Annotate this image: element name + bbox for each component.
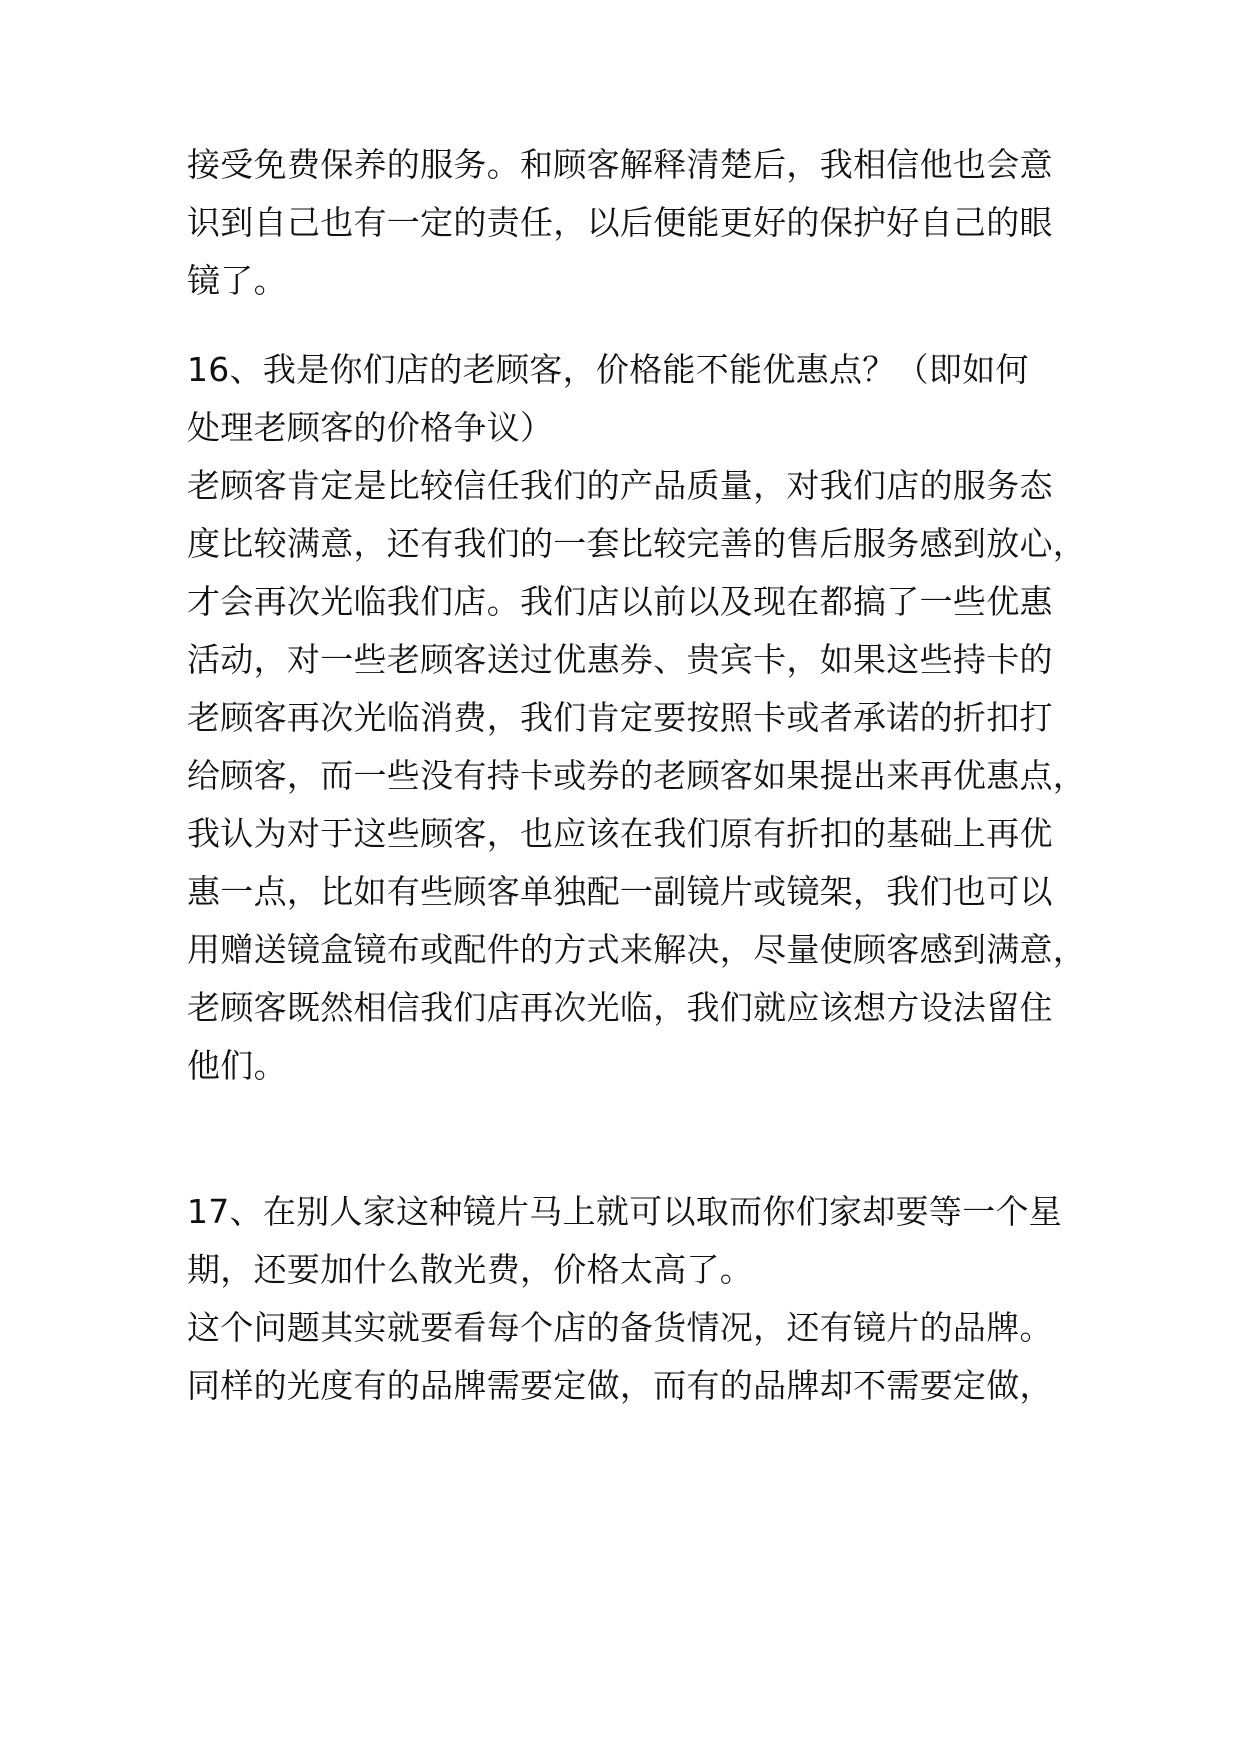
text-line: 识到自己也有一定的责任，以后便能更好的保护好自己的眼 — [187, 203, 1053, 242]
text-line: 给顾客，而一些没有持卡或券的老顾客如果提出来再优惠点， — [187, 756, 1087, 795]
question-heading-16-cont: 处理老顾客的价格争议） — [187, 408, 554, 447]
text-line: 惠一点，比如有些顾客单独配一副镜片或镜架，我们也可以 — [187, 872, 1053, 911]
text-line: 用赠送镜盒镜布或配件的方式来解决，尽量使顾客感到满意， — [187, 930, 1087, 969]
text-line: 老顾客既然相信我们店再次光临，我们就应该想方设法留住 — [187, 988, 1053, 1027]
text-line: 镜了。 — [187, 261, 287, 300]
text-line: 这个问题其实就要看每个店的备货情况，还有镜片的品牌。 — [187, 1308, 1053, 1347]
text-line: 才会再次光临我们店。我们店以前以及现在都搞了一些优惠 — [187, 582, 1053, 621]
text-line: 我认为对于这些顾客，也应该在我们原有折扣的基础上再优 — [187, 814, 1053, 853]
question-heading-17-cont: 期，还要加什么散光费，价格太高了。 — [187, 1250, 754, 1289]
text-line: 老顾客肯定是比较信任我们的产品质量，对我们店的服务态 — [187, 466, 1053, 505]
text-line: 同样的光度有的品牌需要定做，而有的品牌却不需要定做， — [187, 1366, 1053, 1405]
text-line: 他们。 — [187, 1046, 287, 1085]
text-line: 老顾客再次光临消费，我们肯定要按照卡或者承诺的折扣打 — [187, 698, 1053, 737]
text-line: 接受免费保养的服务。和顾客解释清楚后，我相信他也会意 — [187, 145, 1053, 184]
question-heading-17: 17、在别人家这种镜片马上就可以取而你们家却要等一个星 — [187, 1192, 1063, 1231]
text-line: 活动，对一些老顾客送过优惠券、贵宾卡，如果这些持卡的 — [187, 640, 1053, 679]
text-line: 度比较满意，还有我们的一套比较完善的售后服务感到放心， — [187, 524, 1087, 563]
question-heading-16: 16、我是你们店的老顾客，价格能不能优惠点？（即如何 — [187, 350, 1029, 389]
